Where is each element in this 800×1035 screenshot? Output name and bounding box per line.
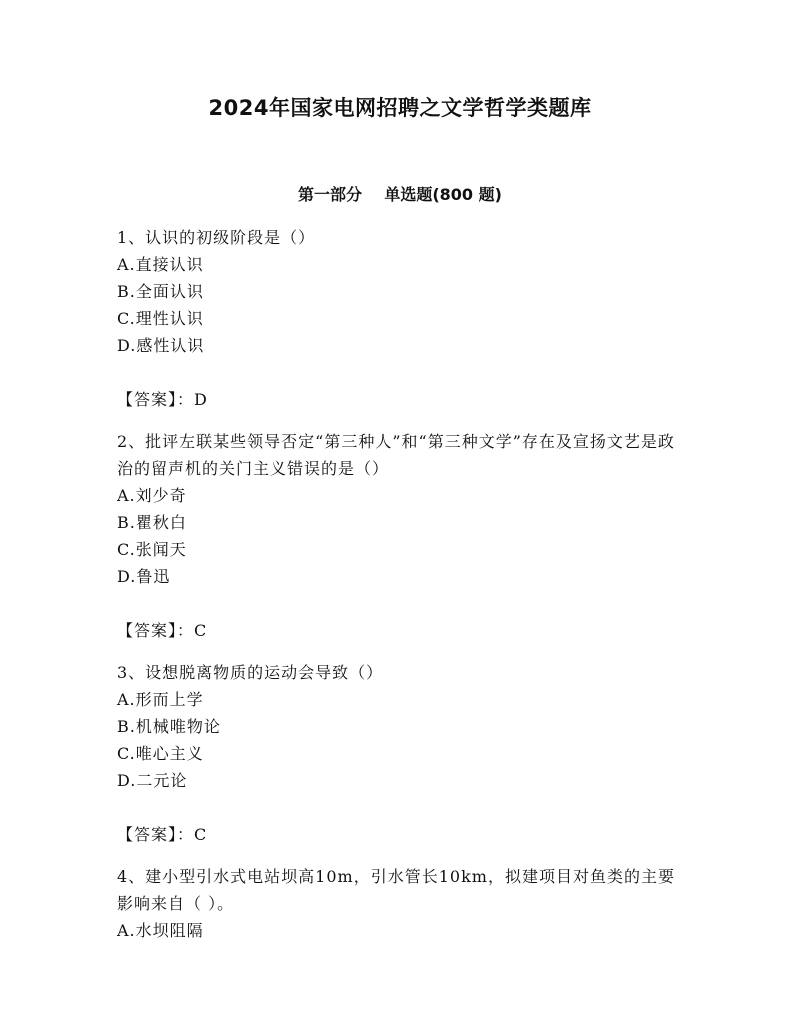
option-b: B.瞿秋白: [117, 513, 187, 532]
answer-value: D: [194, 390, 208, 409]
answer-value: C: [194, 825, 208, 844]
option-c: C.唯心主义: [117, 744, 204, 763]
question-1: [117, 224, 687, 413]
question-list: [117, 224, 687, 944]
option-b: B.全面认识: [117, 282, 204, 301]
answer-line: [117, 617, 687, 644]
option-a: A.水坝阻隔: [117, 921, 204, 940]
answer-line: [117, 821, 687, 848]
option-c: C.张闻天: [117, 540, 187, 559]
option-a: A.直接认识: [117, 255, 204, 274]
option-d: D.感性认识: [117, 336, 205, 355]
answer-label: 【答案】：: [117, 390, 195, 409]
answer-label: 【答案】：: [117, 825, 195, 844]
question-stem: 1、认识的初级阶段是（）: [117, 228, 316, 247]
question-3: [117, 659, 687, 848]
option-c: C.理性认识: [117, 309, 204, 328]
document-title: 2024年国家电网招聘之文学哲学类题库: [208, 96, 592, 120]
option-d: D.鲁迅: [117, 567, 171, 586]
option-a: A.刘少奇: [117, 486, 187, 505]
answer-label: 【答案】：: [117, 621, 195, 640]
question-stem: 2、批评左联某些领导否定“第三种人”和“第三种文学”存在及宣扬文艺是政治的留声机的关门主义错误的是（）: [117, 432, 675, 478]
option-b: B.机械唯物论: [117, 717, 221, 736]
option-a: A.形而上学: [117, 690, 204, 709]
answer-line: [117, 386, 687, 413]
question-stem: 4、建小型引水式电站坝高10m，引水管长10km，拟建项目对鱼类的主要影响来自（ ）。: [117, 867, 675, 913]
question-stem: 3、设想脱离物质的运动会导致（）: [117, 663, 384, 682]
section-title: 第一部分 单选题(800 题): [298, 185, 502, 204]
question-2: [117, 428, 687, 644]
option-d: D.二元论: [117, 771, 188, 790]
answer-value: C: [194, 621, 208, 640]
question-4: [117, 863, 687, 944]
